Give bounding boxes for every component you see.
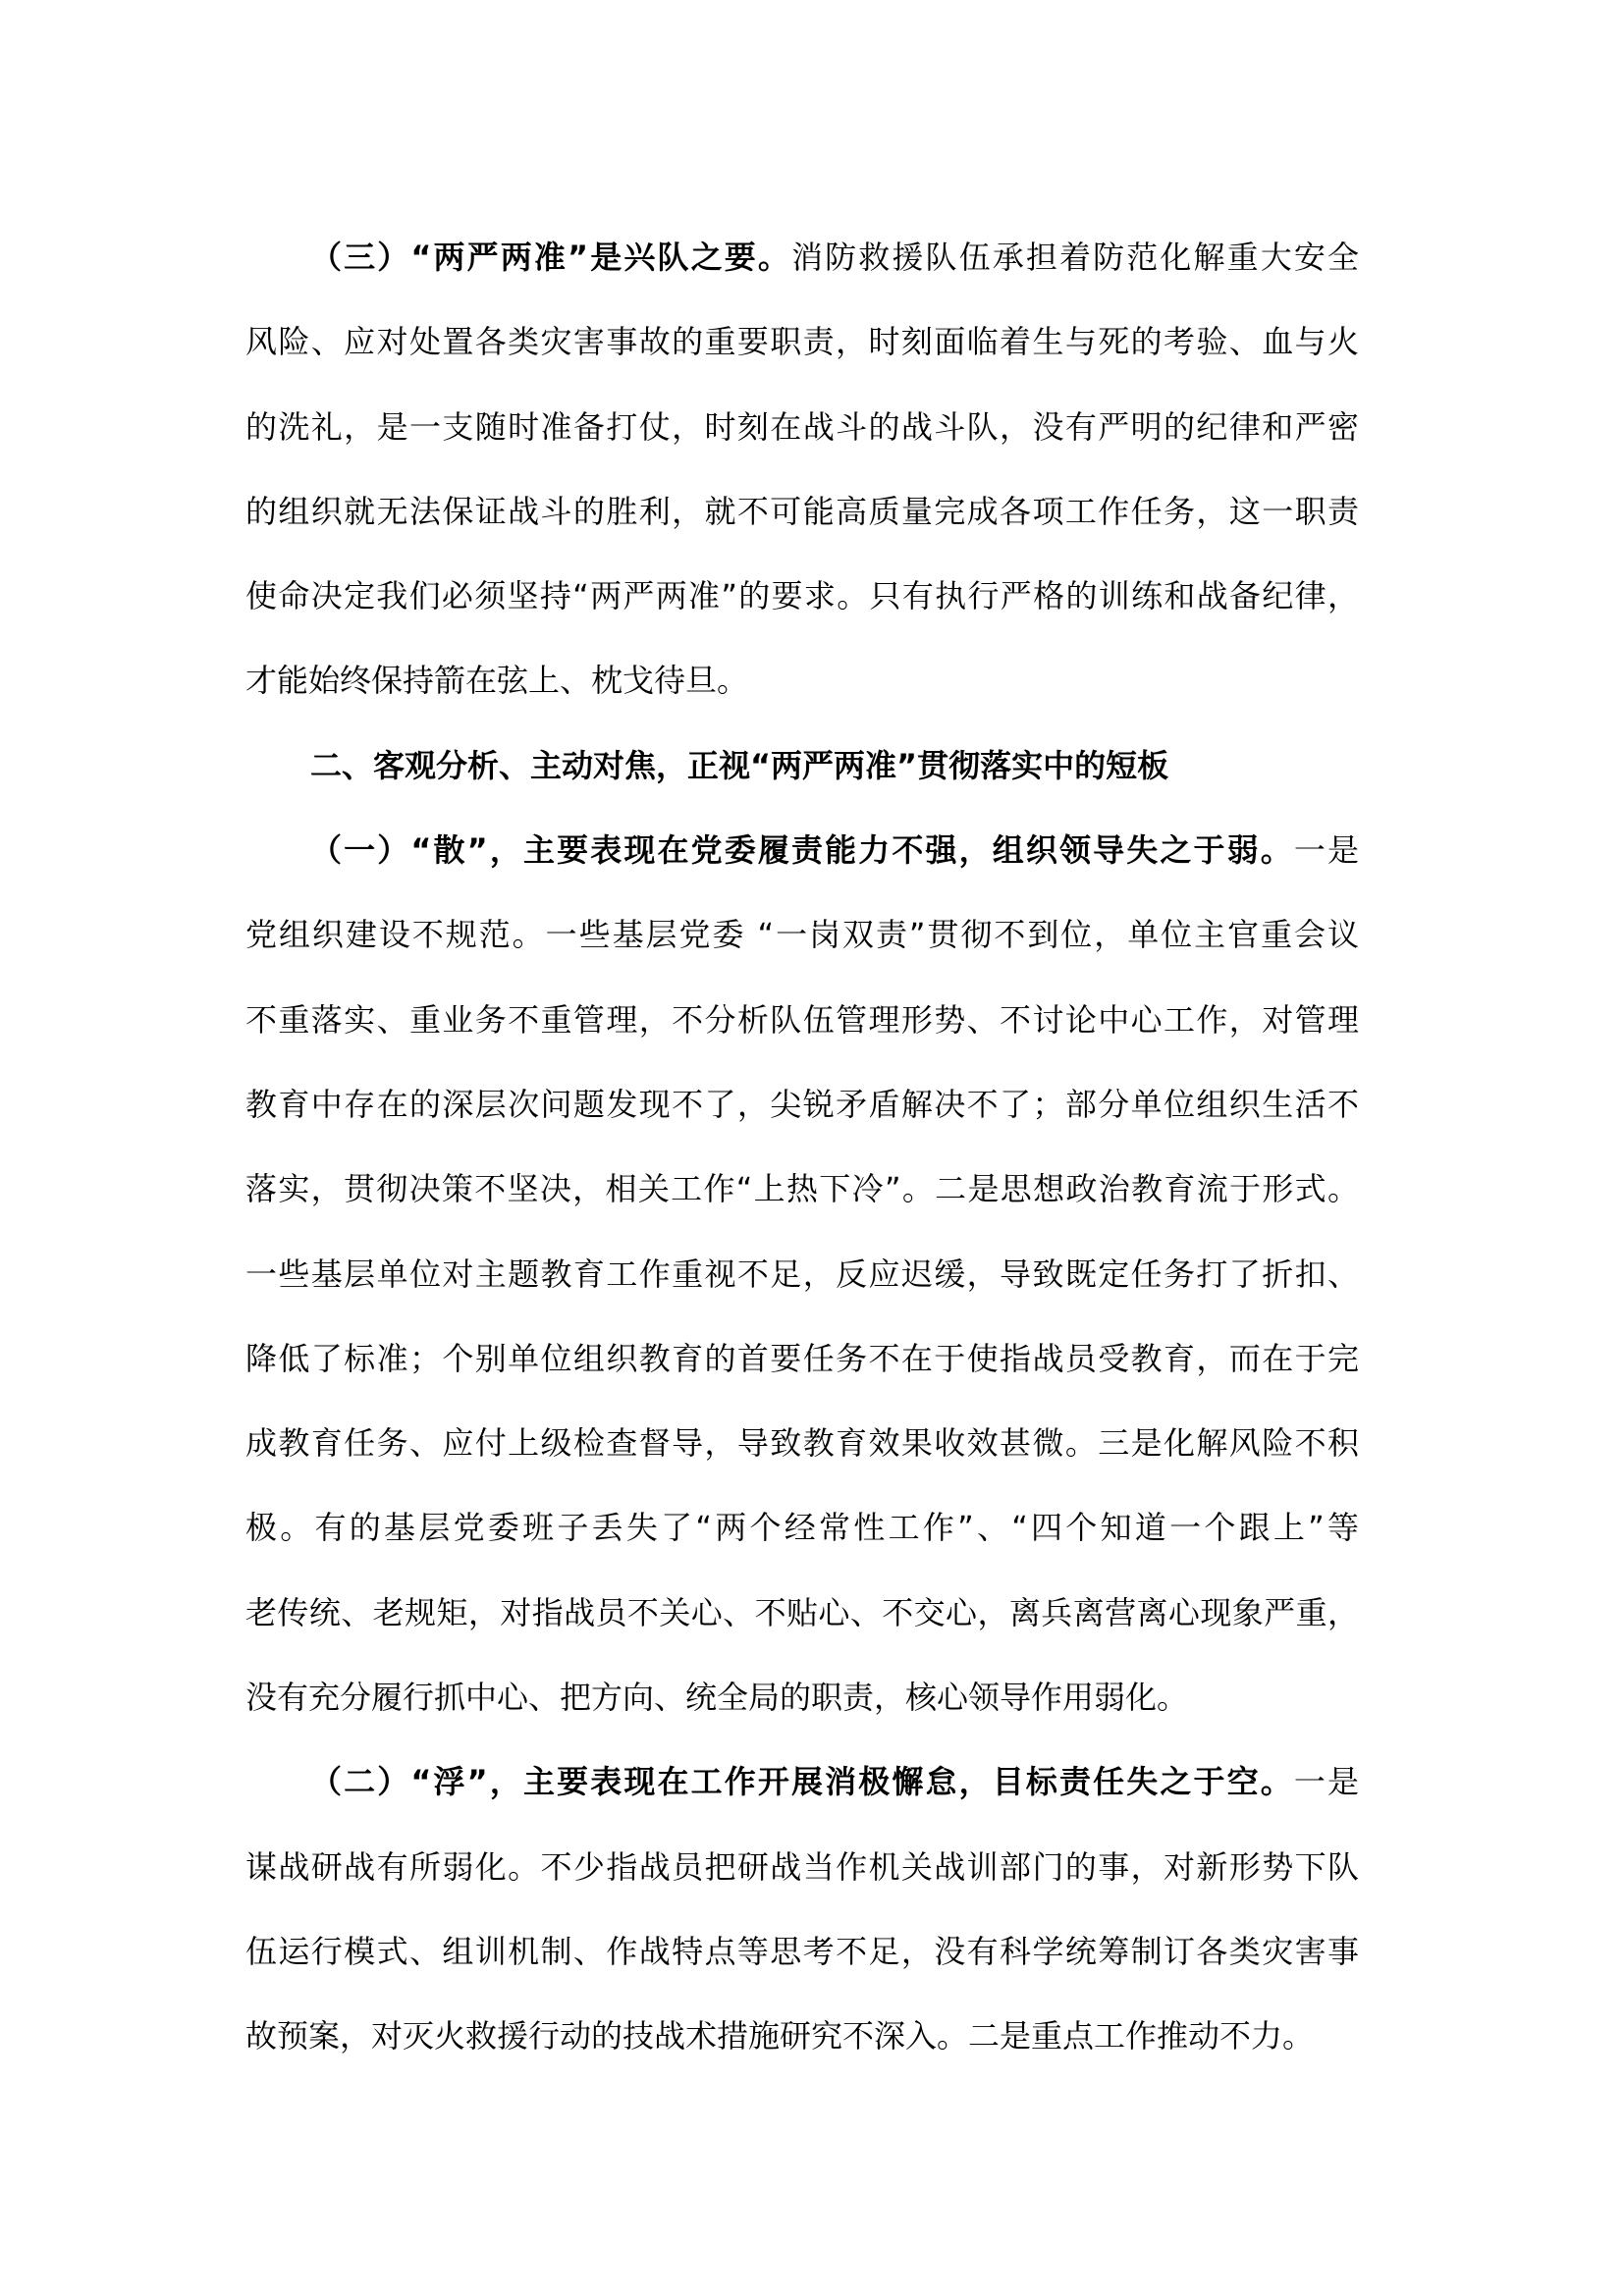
- text-line: 伍运行模式、组训机制、作战特点等思考不足，没有科学统筹制订各类灾害事: [245, 1932, 1359, 1970]
- text-line: 落实，贯彻决策不坚决，相关工作“上热下冷”。二是思想政治教育流于形式。: [245, 1170, 1359, 1208]
- text-line: [245, 1758, 1359, 1842]
- text-line: 故预案，对灭火救援行动的技战术措施研究不深入。二是重点工作推动不力。: [245, 2017, 1315, 2056]
- section-heading: 二、客观分析、主动对焦，正视“两严两准”贯彻落实中的短板: [310, 746, 1169, 784]
- text-line: 没有充分履行抓中心、把方向、统全局的职责，核心领导作用弱化。: [245, 1679, 1189, 1717]
- paragraph-text: 消防救援队伍承担着防范化解重大安全: [790, 239, 1359, 276]
- text-line: 不重落实、重业务不重管理，不分析队伍管理形势、不讨论中心工作，对管理: [245, 1000, 1359, 1039]
- text-line: 使命决定我们必须坚持“两严两准”的要求。只有执行严格的训练和战备纪律，: [245, 577, 1359, 615]
- paragraph-text: 一是: [1293, 831, 1359, 870]
- text-line: 才能始终保持箭在弦上、枕戈待旦。: [245, 662, 749, 700]
- paragraph-text: 一是: [1293, 1763, 1359, 1801]
- text-line: [245, 234, 1359, 318]
- text-line: 一些基层单位对主题教育工作重视不足，反应迟缓，导致既定任务打了折扣、: [245, 1255, 1359, 1293]
- text-line: 成教育任务、应付上级检查督导，导致教育效果收效甚微。三是化解风险不积: [245, 1424, 1359, 1463]
- paragraph-lead-bold: （二）“浮”，主要表现在工作开展消极懈怠，目标责任失之于空。: [310, 1763, 1294, 1801]
- text-line: 老传统、老规矩，对指战员不关心、不贴心、不交心，离兵离营离心现象严重，: [245, 1593, 1359, 1631]
- text-line: 的洗礼，是一支随时准备打仗，时刻在战斗的战斗队，没有严明的纪律和严密: [245, 407, 1359, 446]
- text-line: 谋战研战有所弱化。不少指战员把研战当作机关战训部门的事，对新形势下队: [245, 1847, 1359, 1886]
- text-line: 风险、应对处置各类灾害事故的重要职责，时刻面临着生与死的考验、血与火: [245, 323, 1359, 361]
- document-body: [245, 234, 1359, 2098]
- text-line: [245, 827, 1359, 911]
- text-line: 降低了标准；个别单位组织教育的首要任务不在于使指战员受教育，而在于完: [245, 1339, 1359, 1377]
- text-line: 教育中存在的深层次问题发现不了，尖锐矛盾解决不了；部分单位组织生活不: [245, 1085, 1359, 1123]
- paragraph-lead-bold: （三）“两严两准”是兴队之要。: [310, 239, 791, 276]
- paragraph-lead-bold: （一）“散”，主要表现在党委履责能力不强，组织领导失之于弱。: [310, 831, 1294, 870]
- text-line: 党组织建设不规范。一些基层党委 “一岗双责”贯彻不到位，单位主官重会议: [245, 916, 1359, 954]
- text-line: 的组织就无法保证战斗的胜利，就不可能高质量完成各项工作任务，这一职责: [245, 492, 1359, 530]
- text-line: 极。有的基层党委班子丢失了“两个经常性工作”、“四个知道一个跟上”等: [245, 1509, 1359, 1547]
